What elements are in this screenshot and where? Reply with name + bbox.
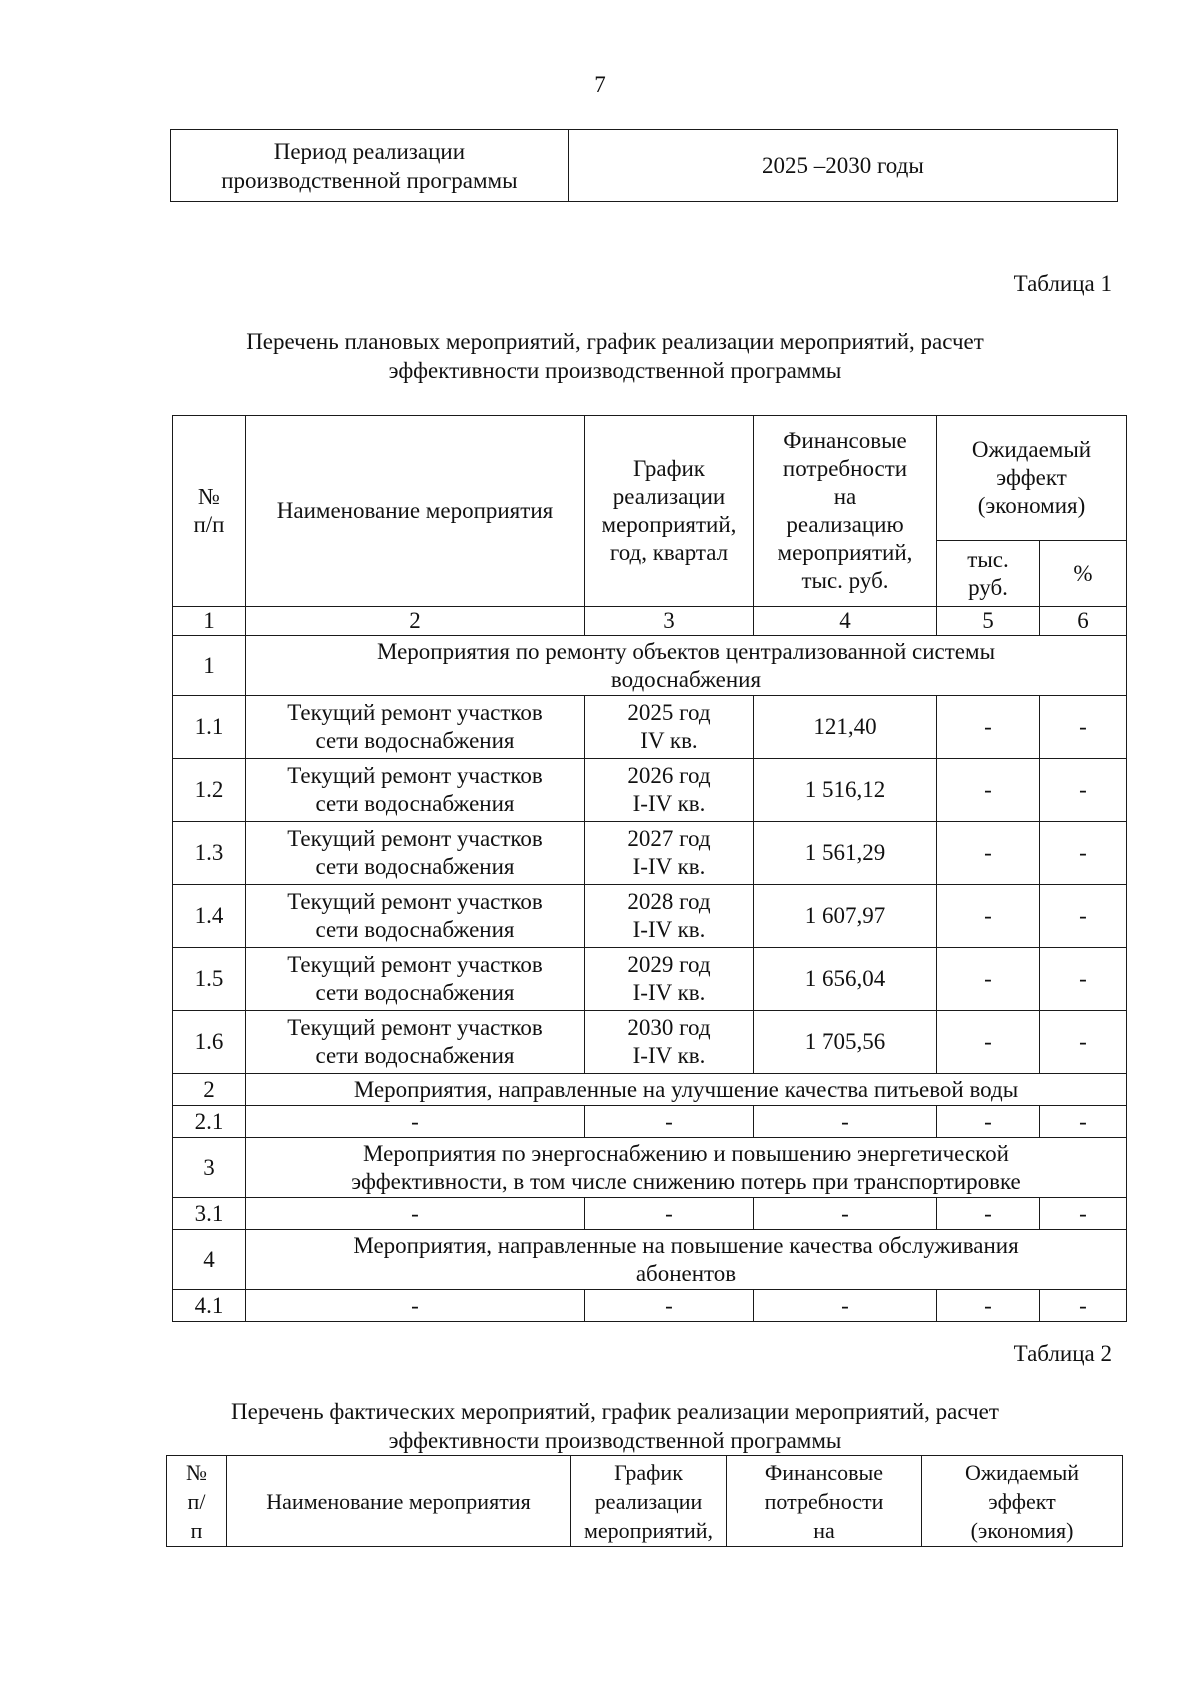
col-number-header xyxy=(173,416,246,607)
col-schedule-header-line: График xyxy=(614,1459,683,1485)
col-effect-header xyxy=(937,416,1127,541)
row-effect-pct xyxy=(1040,948,1127,1011)
col-schedule-header-line: График xyxy=(633,456,705,481)
row-schedule-line: - xyxy=(665,1108,673,1134)
col-name-header-line: Наименование мероприятия xyxy=(276,498,554,523)
row-finance xyxy=(754,1290,937,1322)
row-name-line: - xyxy=(411,1200,419,1226)
col-finance-header-line: на xyxy=(833,484,857,509)
row-schedule-line: 2030 год xyxy=(627,1015,711,1040)
column-number-line: 3 xyxy=(663,608,675,633)
column-number-line: 4 xyxy=(839,608,851,633)
col-schedule-header-line: мероприятий, xyxy=(601,512,737,537)
row-schedule-line: 2026 год xyxy=(627,763,711,788)
column-number-line: 2 xyxy=(409,608,421,633)
col-effect-header-line: эффект xyxy=(996,465,1067,490)
row-schedule xyxy=(585,1290,754,1322)
table1-title-line: Перечень плановых мероприятий, график реализации мероприятий, расчет xyxy=(246,329,984,354)
row-finance xyxy=(754,759,937,822)
row-schedule xyxy=(585,759,754,822)
section-number-line: 2 xyxy=(203,1076,215,1102)
row-schedule xyxy=(585,1011,754,1074)
table-row xyxy=(173,1198,1127,1230)
actual-measures-table xyxy=(166,1455,1123,1547)
row-effect-rub-line: - xyxy=(984,1200,992,1226)
row-number-line: 1.4 xyxy=(194,903,224,928)
row-effect-rub-line: - xyxy=(984,1108,992,1134)
row-name-line: сети водоснабжения xyxy=(315,854,515,879)
row-schedule xyxy=(585,1106,754,1138)
section-number-line: 3 xyxy=(203,1154,215,1180)
col-schedule-header-line: мероприятий, xyxy=(583,1517,713,1543)
row-effect-rub xyxy=(937,1106,1040,1138)
col-finance-header-line: потребности xyxy=(764,1488,884,1514)
row-name xyxy=(246,1198,585,1230)
col-effect-header-line: эффект xyxy=(988,1488,1056,1514)
col-effect-header-line: Ожидаемый xyxy=(964,1459,1080,1485)
row-effect-pct-line: - xyxy=(1079,777,1087,802)
row-name xyxy=(246,885,585,948)
col-effect-pct-header xyxy=(1040,541,1127,607)
col-number-header-line: п/ xyxy=(187,1488,206,1514)
row-name-line: Текущий ремонт участков xyxy=(287,700,543,725)
col-finance-header-line: на xyxy=(813,1517,835,1543)
row-finance xyxy=(754,1011,937,1074)
header-row xyxy=(167,1456,1123,1547)
row-effect-pct xyxy=(1040,1106,1127,1138)
row-number xyxy=(173,822,246,885)
col-number-header-line: № xyxy=(198,484,220,509)
table1-title-line: эффективности производственной программы xyxy=(388,358,842,383)
col-schedule-header-line: реализации xyxy=(612,484,726,509)
row-name-line: сети водоснабжения xyxy=(315,791,515,816)
row-schedule xyxy=(585,696,754,759)
row-effect-rub-line: - xyxy=(984,840,992,865)
section-title-line: Мероприятия по ремонту объектов централизованной системы xyxy=(376,638,996,664)
row-schedule-line: 2028 год xyxy=(627,889,711,914)
row-effect-rub-line: - xyxy=(984,903,992,928)
row-effect-pct-line: - xyxy=(1079,714,1087,739)
row-name xyxy=(246,759,585,822)
column-number xyxy=(754,607,937,636)
row-effect-pct-line: - xyxy=(1079,1108,1087,1134)
row-schedule-line: - xyxy=(665,1200,673,1226)
column-number xyxy=(173,607,246,636)
row-effect-rub xyxy=(937,885,1040,948)
table2-caption: Таблица 2 xyxy=(1013,1341,1112,1366)
planned-measures-table xyxy=(172,415,1127,1322)
table-row xyxy=(173,1106,1127,1138)
row-finance xyxy=(754,1106,937,1138)
col-number-header-line: п xyxy=(190,1517,203,1543)
table-row xyxy=(173,1290,1127,1322)
row-effect-pct xyxy=(1040,1011,1127,1074)
col-effect-rub-header xyxy=(937,541,1040,607)
column-number-line: 5 xyxy=(982,608,994,633)
row-finance-line: 1 705,56 xyxy=(804,1029,886,1054)
table2-title-line: Перечень фактических мероприятий, график реализации мероприятий, расчет xyxy=(231,1399,999,1424)
row-effect-rub xyxy=(937,822,1040,885)
section-title xyxy=(246,1074,1127,1106)
row-name-line: Текущий ремонт участков xyxy=(287,826,543,851)
col-number-header xyxy=(167,1456,227,1547)
section-title xyxy=(246,1230,1127,1290)
col-finance-header-line: реализацию xyxy=(786,512,904,537)
row-effect-rub-line: - xyxy=(984,1029,992,1054)
table-row xyxy=(173,822,1127,885)
row-finance-line: - xyxy=(841,1292,849,1318)
row-name-line: Текущий ремонт участков xyxy=(287,763,543,788)
row-number-line: 1.5 xyxy=(194,966,224,991)
col-effect-header-line: (экономия) xyxy=(970,1517,1074,1543)
col-schedule-header xyxy=(585,416,754,607)
row-schedule-line: IV кв. xyxy=(640,728,698,753)
row-effect-pct-line: - xyxy=(1079,1029,1087,1054)
section-title-line: Мероприятия по энергоснабжению и повышению энергетической xyxy=(363,1140,1009,1166)
row-number-line: 1.1 xyxy=(194,714,224,739)
row-schedule xyxy=(585,1198,754,1230)
row-name-line: сети водоснабжения xyxy=(315,980,515,1005)
row-schedule-line: 2029 год xyxy=(627,952,711,977)
row-schedule xyxy=(585,822,754,885)
row-finance-line: 121,40 xyxy=(813,714,877,739)
section-title xyxy=(246,636,1127,696)
row-effect-pct xyxy=(1040,822,1127,885)
row-effect-pct xyxy=(1040,1290,1127,1322)
row-name-line: - xyxy=(411,1108,419,1134)
row-number-line: 2.1 xyxy=(194,1108,224,1134)
row-number-line: 1.3 xyxy=(194,840,224,865)
section-title-line: абонентов xyxy=(635,1260,737,1286)
row-schedule-line: I-IV кв. xyxy=(632,980,706,1005)
row-name xyxy=(246,1011,585,1074)
section-row xyxy=(173,1074,1127,1106)
period-row xyxy=(171,130,1118,202)
section-title-line: Мероприятия, направленные на улучшение качества питьевой воды xyxy=(353,1076,1019,1102)
col-effect-header-line: (экономия) xyxy=(977,493,1086,518)
column-numbers-row xyxy=(173,607,1127,636)
col-effect-header-line: Ожидаемый xyxy=(971,437,1092,462)
table2-title xyxy=(150,1397,1080,1455)
row-effect-rub-line: - xyxy=(984,1292,992,1318)
row-effect-pct-line: - xyxy=(1079,840,1087,865)
col-number-header-line: № xyxy=(186,1459,207,1485)
section-number xyxy=(173,1074,246,1106)
period-label-line: Период реализации xyxy=(273,138,466,164)
row-effect-rub xyxy=(937,1198,1040,1230)
row-schedule-line: I-IV кв. xyxy=(632,917,706,942)
row-name-line: сети водоснабжения xyxy=(315,1043,515,1068)
row-name-line: Текущий ремонт участков xyxy=(287,952,543,977)
row-name-line: Текущий ремонт участков xyxy=(287,1015,543,1040)
row-finance-line: 1 516,12 xyxy=(804,777,886,802)
col-name-header xyxy=(227,1456,571,1547)
row-finance-line: - xyxy=(841,1108,849,1134)
section-title-line: водоснабжения xyxy=(610,666,762,692)
section-number xyxy=(173,636,246,696)
col-schedule-header xyxy=(571,1456,727,1547)
row-number xyxy=(173,1011,246,1074)
row-schedule xyxy=(585,885,754,948)
page-number: 7 xyxy=(594,72,606,97)
row-schedule-line: I-IV кв. xyxy=(632,1043,706,1068)
row-number xyxy=(173,885,246,948)
section-number-line: 4 xyxy=(203,1246,215,1272)
section-title xyxy=(246,1138,1127,1198)
row-finance xyxy=(754,822,937,885)
col-effect-rub-header-line: руб. xyxy=(968,574,1008,600)
row-finance xyxy=(754,696,937,759)
row-effect-rub xyxy=(937,948,1040,1011)
row-finance xyxy=(754,1198,937,1230)
row-finance xyxy=(754,948,937,1011)
column-number xyxy=(937,607,1040,636)
row-number xyxy=(173,1198,246,1230)
row-name-line: сети водоснабжения xyxy=(315,917,515,942)
col-effect-header xyxy=(922,1456,1123,1547)
section-row xyxy=(173,636,1127,696)
section-title-line: Мероприятия, направленные на повышение качества обслуживания xyxy=(353,1232,1019,1258)
table-row xyxy=(173,948,1127,1011)
col-schedule-header-line: реализации xyxy=(594,1488,703,1514)
col-effect-pct-header-line: % xyxy=(1073,560,1093,586)
col-finance-header-line: потребности xyxy=(782,456,908,481)
column-number xyxy=(585,607,754,636)
row-name xyxy=(246,822,585,885)
row-number-line: 3.1 xyxy=(194,1200,224,1226)
table-row xyxy=(173,696,1127,759)
row-name xyxy=(246,1106,585,1138)
row-effect-rub xyxy=(937,1011,1040,1074)
col-finance-header xyxy=(754,416,937,607)
row-finance-line: - xyxy=(841,1200,849,1226)
row-effect-rub-line: - xyxy=(984,777,992,802)
col-finance-header-line: Финансовые xyxy=(783,428,907,453)
row-name xyxy=(246,696,585,759)
table2-title-line: эффективности производственной программы xyxy=(388,1428,842,1453)
column-number xyxy=(246,607,585,636)
period-label xyxy=(171,130,569,202)
row-name xyxy=(246,948,585,1011)
row-number xyxy=(173,759,246,822)
col-finance-header-line: Финансовые xyxy=(764,1459,884,1485)
row-effect-rub xyxy=(937,696,1040,759)
col-name-header-line: Наименование мероприятия xyxy=(266,1488,531,1514)
row-number-line: 4.1 xyxy=(194,1292,224,1318)
period-table xyxy=(170,129,1118,202)
col-schedule-header-line: год, квартал xyxy=(609,540,729,565)
row-schedule-line: I-IV кв. xyxy=(632,854,706,879)
row-name-line: сети водоснабжения xyxy=(315,728,515,753)
row-effect-rub-line: - xyxy=(984,966,992,991)
row-effect-pct xyxy=(1040,759,1127,822)
section-title-line: эффективности, в том числе снижению потерь при транспортировке xyxy=(351,1168,1021,1194)
row-number-line: 1.6 xyxy=(194,1029,224,1054)
row-effect-pct-line: - xyxy=(1079,903,1087,928)
table-row xyxy=(173,1011,1127,1074)
column-number xyxy=(1040,607,1127,636)
row-schedule-line: I-IV кв. xyxy=(632,791,706,816)
row-schedule-line: - xyxy=(665,1292,673,1318)
section-number xyxy=(173,1138,246,1198)
row-finance-line: 1 561,29 xyxy=(804,840,886,865)
period-label-line: производственной программы xyxy=(221,167,518,193)
row-schedule xyxy=(585,948,754,1011)
row-effect-pct-line: - xyxy=(1079,1200,1087,1226)
col-finance-header-line: мероприятий, xyxy=(777,540,913,565)
table-row xyxy=(173,885,1127,948)
row-schedule-line: 2025 год xyxy=(627,700,711,725)
row-effect-pct-line: - xyxy=(1079,966,1087,991)
section-number xyxy=(173,1230,246,1290)
row-finance-line: 1 656,04 xyxy=(804,966,886,991)
period-value: 2025 –2030 годы xyxy=(568,130,1117,202)
col-number-header-line: п/п xyxy=(193,512,225,537)
row-number xyxy=(173,696,246,759)
row-finance xyxy=(754,885,937,948)
row-effect-pct-line: - xyxy=(1079,1292,1087,1318)
row-name-line: - xyxy=(411,1292,419,1318)
row-finance-line: 1 607,97 xyxy=(804,903,886,928)
row-effect-rub-line: - xyxy=(984,714,992,739)
col-finance-header xyxy=(727,1456,922,1547)
row-effect-rub xyxy=(937,1290,1040,1322)
col-effect-rub-header-line: тыс. xyxy=(967,546,1009,572)
row-effect-rub xyxy=(937,759,1040,822)
col-finance-header-line: тыс. руб. xyxy=(801,568,889,593)
header-row xyxy=(173,416,1127,541)
row-schedule-line: 2027 год xyxy=(627,826,711,851)
row-effect-pct xyxy=(1040,885,1127,948)
row-number-line: 1.2 xyxy=(194,777,224,802)
row-number xyxy=(173,1290,246,1322)
row-name-line: Текущий ремонт участков xyxy=(287,889,543,914)
table-row xyxy=(173,759,1127,822)
section-number-line: 1 xyxy=(203,652,215,678)
row-effect-pct xyxy=(1040,1198,1127,1230)
table1-title xyxy=(150,327,1080,385)
row-name xyxy=(246,1290,585,1322)
table1-caption: Таблица 1 xyxy=(1013,271,1112,296)
row-number xyxy=(173,1106,246,1138)
section-row xyxy=(173,1230,1127,1290)
col-name-header xyxy=(246,416,585,607)
column-number-line: 6 xyxy=(1077,608,1089,633)
row-effect-pct xyxy=(1040,696,1127,759)
column-number-line: 1 xyxy=(203,608,215,633)
row-number xyxy=(173,948,246,1011)
section-row xyxy=(173,1138,1127,1198)
